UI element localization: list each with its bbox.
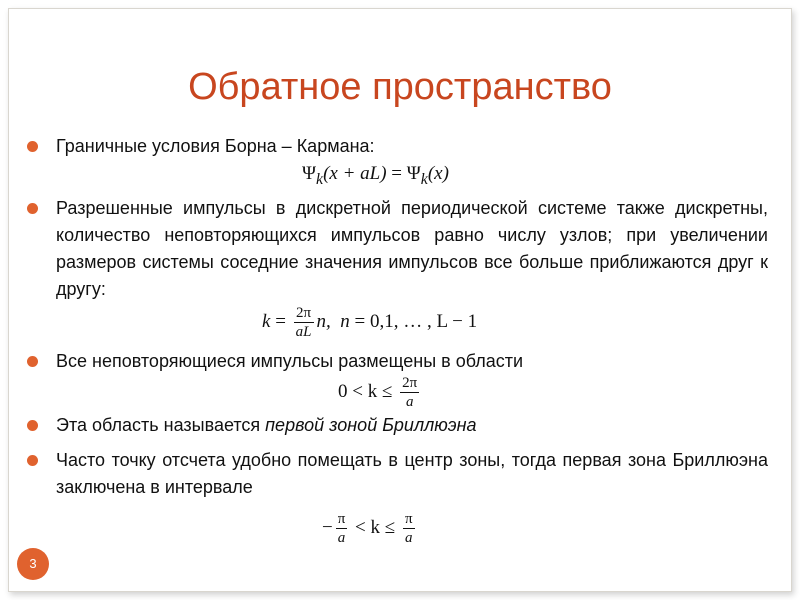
fraction-pi-over-a xyxy=(336,510,348,547)
bullet-allowed-momenta xyxy=(56,195,768,303)
inequality-middle: < k ≤ xyxy=(355,516,396,538)
n-symbol: n xyxy=(340,310,350,332)
psi-argument: (x) xyxy=(427,163,449,184)
psi-symbol: Ψ xyxy=(406,163,421,184)
n-symbol: n, xyxy=(316,310,331,332)
n-values: 0,1, … , L − 1 xyxy=(369,310,478,332)
fraction-denominator: a xyxy=(337,530,346,546)
bullet-text: Все неповторяющиеся импульсы размещены в области xyxy=(56,351,524,371)
bullet-brillouin-interval xyxy=(56,447,768,501)
fraction-numerator: 2π xyxy=(402,375,418,391)
psi-argument: (x + aL) xyxy=(323,163,387,184)
fraction-denominator: aL xyxy=(295,324,312,340)
inequality-left: 0 < k ≤ xyxy=(338,380,393,402)
bullet-dot xyxy=(27,356,38,367)
bullet-region xyxy=(56,348,768,375)
bullet-text: Эта область называется xyxy=(56,415,266,435)
k-symbol: k xyxy=(262,310,271,332)
equals-sign: = xyxy=(275,310,286,332)
equals-sign: = xyxy=(354,310,366,332)
psi-symbol: Ψ xyxy=(302,163,317,184)
fraction-denominator: a xyxy=(405,394,414,410)
fraction-2pi-over-a xyxy=(400,374,419,411)
formula-brillouin xyxy=(322,510,418,547)
fraction-numerator: π xyxy=(404,511,413,527)
equals-sign: = xyxy=(391,163,403,184)
bullet-text: Граничные условия Борна – Кармана: xyxy=(56,136,375,156)
fraction-numerator: 2π xyxy=(294,304,314,323)
bullet-dot xyxy=(27,455,38,466)
page-number-badge: 3 xyxy=(17,548,49,580)
fraction-numerator: π xyxy=(337,511,346,527)
psi-subscript: k xyxy=(316,170,324,188)
fraction-2pi-over-aL xyxy=(294,304,314,341)
bullet-dot xyxy=(27,141,38,152)
bullet-first-zone xyxy=(56,412,768,439)
bullet-dot xyxy=(27,420,38,431)
fraction-pi-over-a xyxy=(403,510,415,547)
fraction-denominator: a xyxy=(404,530,413,546)
slide-title: Обратное пространство xyxy=(188,66,612,108)
psi-subscript: k xyxy=(420,170,428,188)
bullet-emphasis: первой зоной Бриллюэна xyxy=(265,415,477,435)
formula-region xyxy=(338,374,422,411)
formula-momenta xyxy=(262,304,477,341)
formula-born-karman xyxy=(302,163,449,189)
minus-sign: − xyxy=(322,516,333,538)
bullet-born-karman xyxy=(56,133,768,160)
bullet-text: Разрешенные импульсы в дискретной периодической системе также дискретны, количество неповторяющихся импульсов равно числу узлов; при увеличении размеров системы соседние значения импульсов все больше приближаются друг к другу: xyxy=(56,198,768,299)
bullet-text: Часто точку отсчета удобно помещать в центр зоны, тогда первая зона Бриллюэна заключена в интервале xyxy=(56,450,768,497)
bullet-dot xyxy=(27,203,38,214)
